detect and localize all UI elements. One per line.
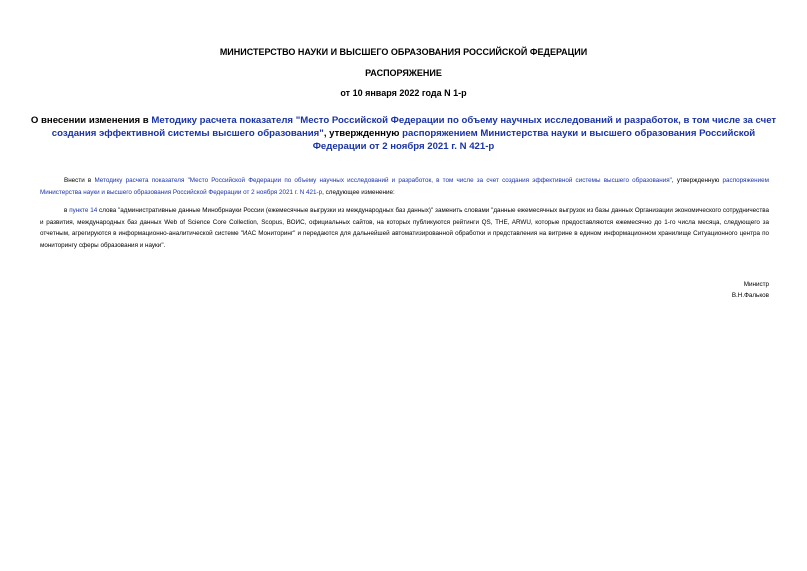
signatory-position: Министр [743,281,769,288]
document-date-number: от 10 января 2022 года N 1-р [340,88,467,98]
paragraph-intro-suffix: , следующее изменение: [322,188,395,196]
title-middle: , утвержденную [323,128,403,139]
paragraph-change-text: слова "административные данные Минобрнауки России (ежемесячные выгрузки из международных баз данных)" заменить словами "данные ежемесячных выгрузок из базы данных Организации экономического сотрудничества и развития, международных баз данных Web of Science Core Collection, Scopus, ВОИС, официальных сайтов, на которых публикуются рейтинги QS, THE, ARWU, которые предоставляются ежемесячно до 1-го числа месяца, следующего за отчетным, агрегируются в информационно-аналитической системе "ИАС Мониторинг" и передаются для дальнейшей автоматизированной обработки и представления на витрине в едином информационном хранилище Ситуационного центра по мониторингу сферы образования и науки". [40,207,769,249]
document-type: РАСПОРЯЖЕНИЕ [365,68,442,78]
paragraph-intro-prefix: Внести в [64,177,95,184]
ministry-name: МИНИСТЕРСТВО НАУКИ И ВЫСШЕГО ОБРАЗОВАНИЯ РОССИЙСКОЙ ФЕДЕРАЦИИ [219,47,588,57]
signatory-name: В.Н.Фальков [731,292,769,299]
paragraph-change [40,205,769,251]
paragraph-intro [40,175,769,198]
paragraph-methodology-link[interactable]: Методику расчета показателя "Место Российской Федерации по объему научных исследований и разработок, в том числе за счет создания эффективной системы высшего образования" [94,177,672,184]
paragraph-order-link[interactable]: распоряжением Министерства науки и высшего образования Российской Федерации от 2 ноября 2021 г. N 421-р [40,177,769,196]
title-order-link[interactable]: распоряжением Министерства науки и высшего образования Российской Федерации от 2 ноября 2021 г. N 421-р [312,128,756,152]
clause-14-link[interactable]: пункте 14 [69,207,98,214]
title-methodology-link[interactable]: Методику расчета показателя "Место Российской Федерации по объему научных исследований и разработок, в том числе за счет создания эффективной системы высшего образования" [51,115,777,139]
document-title [28,114,779,153]
paragraph-intro-middle: , утвержденную [671,177,723,184]
paragraph-change-prefix: в [64,207,70,214]
title-prefix: О внесении изменения в [30,115,152,126]
